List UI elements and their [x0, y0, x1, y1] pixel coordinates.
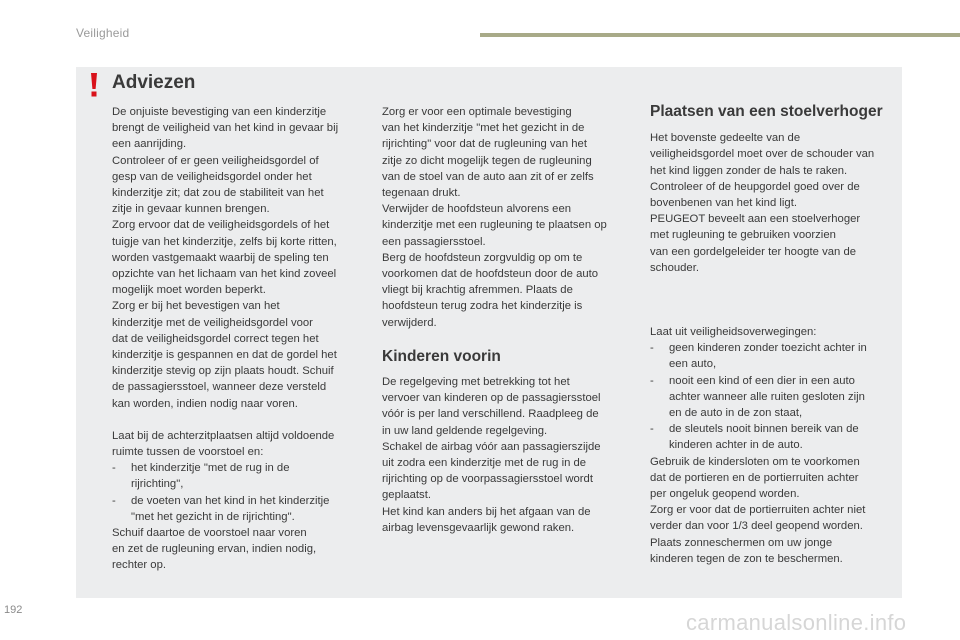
text-line: Controleer of de heupgordel goed over de: [650, 180, 860, 193]
text-line: Het kind kan anders bij het afgaan van de: [382, 505, 591, 518]
text-line: rijrichting op de voorpassagiersstoel wordt: [382, 473, 593, 486]
text-line: rijrichting" voor dat de rugleuning van het: [382, 138, 587, 151]
text-line: Controleer of er geen veiligheidsgordel of: [112, 154, 319, 167]
bullet-item: [650, 421, 902, 453]
dash-marker: -: [650, 342, 654, 355]
text-line: zitje zo dicht mogelijk tegen de rugleuning: [382, 154, 592, 167]
column-2: [382, 104, 632, 536]
bullet-text: en de auto in de zon staat,: [669, 407, 803, 420]
text-line: vóór is per land verschillend. Raadpleeg de: [382, 408, 599, 421]
text-line: Zorg er bij het bevestigen van het: [112, 300, 280, 313]
text-line: veiligheidsgordel moet over de schouder van: [650, 148, 875, 161]
col2-paragraph-2: [382, 374, 632, 536]
text-line: kan worden, indien nodig naar voren.: [112, 397, 298, 410]
text-line: brengt de veiligheid van het kind in gevaar bij: [112, 122, 339, 135]
col3-paragraph-1: [650, 130, 902, 276]
text-line: per ongeluk geopend worden.: [650, 488, 800, 501]
text-line: Schuif daartoe de voorstoel naar voren: [112, 527, 307, 540]
bullet-text: nooit een kind of een dier in een auto: [669, 374, 855, 387]
text-line: een passagiersstoel.: [382, 235, 486, 248]
text-line: in uw land geldende regelgeving.: [382, 424, 548, 437]
text-line: van een gordelgeleider ter hoogte van de: [650, 245, 857, 258]
text-line: met rugleuning te gebruiken voorzien: [650, 229, 836, 242]
text-line: rechter op.: [112, 559, 167, 572]
text-line: van het kinderzitje "met het gezicht in de: [382, 122, 585, 135]
col1-paragraph-2-intro: [112, 428, 362, 460]
text-line: mogelijk moet worden beperkt.: [112, 284, 266, 297]
bullet-text: rijrichting",: [131, 478, 184, 491]
text-line: Gebruik de kindersloten om te voorkomen: [650, 455, 860, 468]
text-line: verder dan voor 1/3 deel geopend worden.: [650, 520, 863, 533]
text-line: Laat bij de achterzitplaatsen altijd voldoende: [112, 429, 335, 442]
text-line: De onjuiste bevestiging van een kinderzitje: [112, 106, 327, 118]
text-line: Plaats zonneschermen om uw jonge: [650, 536, 833, 549]
text-line: dat de veiligheidsgordel correct tegen het: [112, 332, 319, 345]
bullet-text: de voeten van het kind in het kinderzitje: [131, 494, 330, 507]
text-line: Het bovenste gedeelte van de: [650, 132, 801, 145]
text-line: tuigje van het kinderzitje, zelfs bij korte ritten,: [112, 235, 337, 248]
page-number: 192: [4, 604, 23, 616]
text-line: hoofdsteun terug zodra het kinderzitje is: [382, 300, 583, 313]
text-line: Zorg ervoor dat de veiligheidsgordels of het: [112, 219, 330, 232]
text-line: worden vastgemaakt waarbij de speling ten: [112, 251, 329, 264]
bullet-item: [112, 460, 362, 492]
bullet-text: het kinderzitje "met de rug in de: [131, 462, 290, 475]
text-line: kinderzitje met een rugleuning te plaatsen op: [382, 219, 607, 232]
dash-marker: -: [112, 494, 116, 507]
col3-paragraph-2-intro: [650, 324, 902, 340]
text-line: kinderzitje met de veiligheidsgordel voor: [112, 316, 313, 329]
bullet-text: een auto,: [669, 358, 717, 371]
exclamation-icon: [87, 72, 101, 98]
text-line: Zorg er voor een optimale bevestiging: [382, 106, 572, 118]
bullet-text: "met het gezicht in de rijrichting".: [131, 510, 295, 523]
col1-bullet-list: [112, 460, 362, 525]
text-line: airbag levensgevaarlijk gewond raken.: [382, 521, 575, 534]
text-line: uit zodra een kinderzitje met de rug in de: [382, 457, 587, 470]
text-line: dat de portieren en de portierruiten achter: [650, 471, 859, 484]
column-1: [112, 104, 362, 574]
text-line: kinderzitje is gespannen en dat de gordel het: [112, 349, 337, 362]
text-line: een aanrijding.: [112, 138, 187, 151]
dash-marker: -: [112, 462, 116, 475]
text-line: de passagiersstoel, wanneer deze versteld: [112, 381, 327, 394]
section-title: Veiligheid: [76, 26, 130, 40]
bullet-text: achter wanneer alle ruiten gesloten zijn: [669, 390, 865, 403]
heading-stoelverhoger: Plaatsen van een stoelverhoger: [650, 103, 883, 120]
panel-title: Adviezen: [112, 72, 196, 93]
bullet-item: [650, 373, 902, 422]
header-bar: [480, 33, 960, 37]
col3-paragraph-2-outro: [650, 454, 902, 567]
text-line: schouder.: [650, 261, 699, 274]
col1-paragraph-1: [112, 104, 362, 412]
text-line: tegenaan drukt.: [382, 187, 461, 200]
text-line: De regelgeving met betrekking tot het: [382, 376, 570, 389]
heading-kinderen-voorin: Kinderen voorin: [382, 347, 501, 365]
column-3: [650, 104, 902, 567]
bullet-item: [650, 340, 902, 372]
col2-paragraph-1: [382, 104, 632, 331]
text-line: opzichte van het lichaam van het kind zoveel: [112, 268, 337, 281]
text-line: het kind liggen zonder de hals te raken.: [650, 164, 848, 177]
col1-paragraph-2-outro: [112, 525, 362, 574]
bullet-text: de sleutels nooit binnen bereik van de: [669, 423, 859, 436]
text-line: kinderzitje stevig op zijn plaats houdt. Schuif: [112, 365, 334, 378]
text-line: kinderzitje zit; dat zou de stabiliteit van het: [112, 187, 324, 200]
watermark: carmanualsonline.info: [686, 610, 907, 635]
col3-bullet-list: [650, 340, 902, 453]
text-line: Verwijder de hoofdsteun alvorens een: [382, 203, 572, 216]
bullet-item: [112, 493, 362, 525]
text-line: en zet de rugleuning ervan, indien nodig,: [112, 543, 317, 556]
bullet-text: kinderen achter in de auto.: [669, 439, 803, 452]
text-line: Zorg er voor dat de portierruiten achter niet: [650, 504, 866, 517]
bullet-text: geen kinderen zonder toezicht achter in: [669, 342, 867, 355]
text-line: ruimte tussen de voorstoel en:: [112, 446, 264, 459]
text-line: Berg de hoofdsteun zorgvuldig op om te: [382, 251, 583, 264]
text-line: voorkomen dat de hoofdsteun door de auto: [382, 268, 599, 281]
text-line: vliegt bij krachtig afremmen. Plaats de: [382, 284, 573, 297]
text-line: verwijderd.: [382, 316, 437, 329]
dash-marker: -: [650, 374, 654, 387]
text-line: zitje in gevaar kunnen brengen.: [112, 203, 270, 216]
text-line: van de stoel van de auto aan zit of er zelfs: [382, 170, 594, 183]
text-line: vervoer van kinderen op de passagiersstoel: [382, 392, 601, 405]
text-line: geplaatst.: [382, 489, 431, 502]
text-line: Laat uit veiligheidsoverwegingen:: [650, 326, 817, 339]
text-line: gesp van de veiligheidsgordel onder het: [112, 170, 312, 183]
text-line: kinderen tegen de zon te beschermen.: [650, 552, 843, 565]
text-line: bovenbenen van het kind ligt.: [650, 197, 797, 210]
text-line: Schakel de airbag vóór aan passagierszijde: [382, 440, 601, 453]
dash-marker: -: [650, 423, 654, 436]
text-line: PEUGEOT beveelt aan een stoelverhoger: [650, 213, 861, 226]
